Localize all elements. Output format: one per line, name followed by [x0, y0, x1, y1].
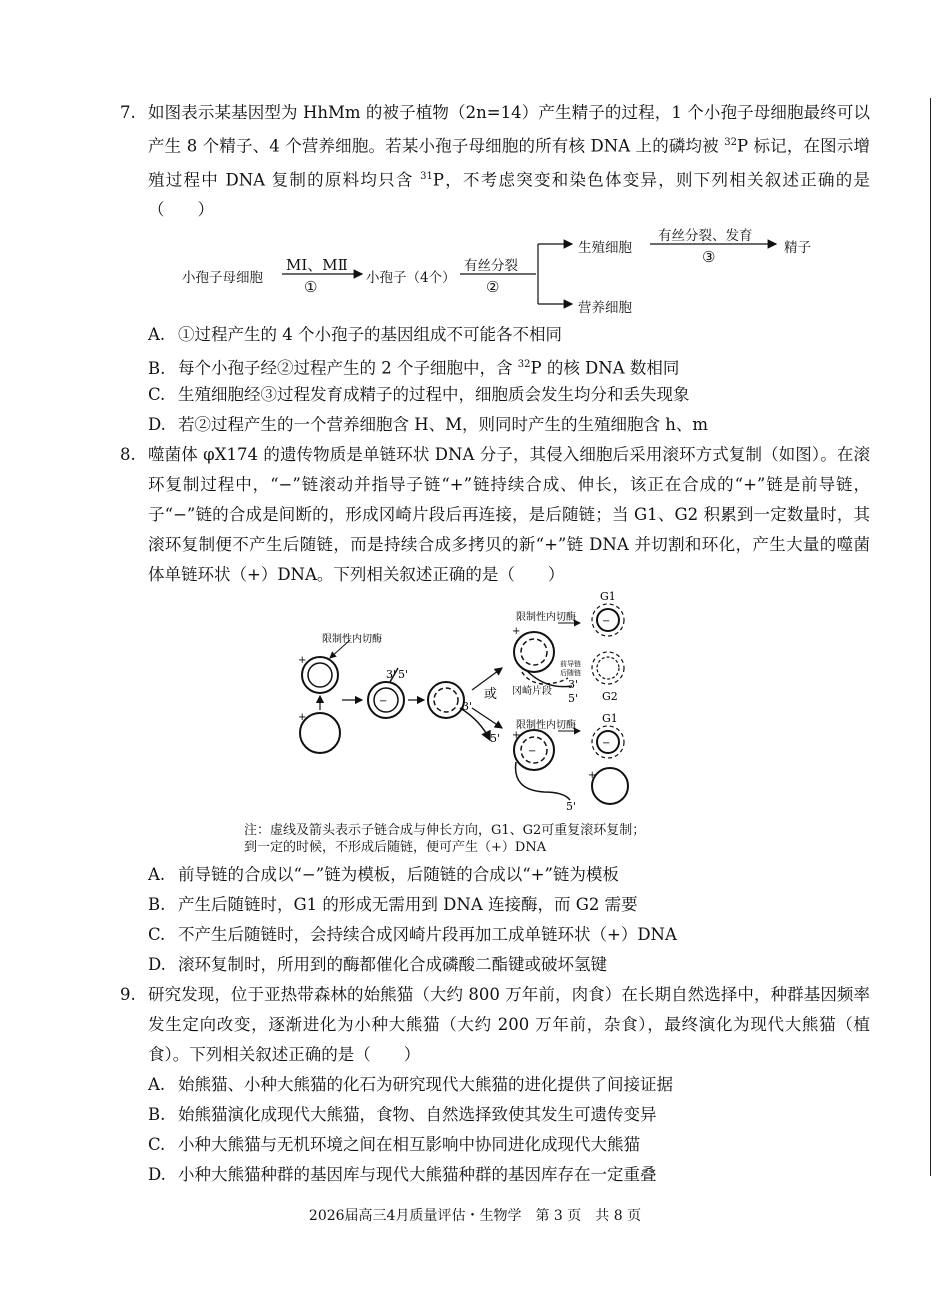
question-9: [120, 980, 870, 1070]
svg-text:+: +: [298, 655, 307, 666]
flow-branch-bottom: 营养细胞: [578, 300, 632, 316]
question-stem: 如图表示某基因型为 HhMm 的被子植物（2n=14）产生精子的过程，1 个小孢子母细胞最终可以产生 8 个精子、4 个营养细胞。若某小孢子母细胞的所有核 DNA 上的磷均被 $^{32}$P 标记，在图示增殖过程中 DNA 复制的原料均只含 $^{31}$P，不考虑突变和染色体变异，则下列相关叙述正确的是（ ）: [148, 103, 870, 219]
svg-text:后随链: 后随链: [560, 669, 581, 677]
figure-note-line-1: 注：虚线及箭头表示子链合成与伸长方向，G1、G2可重复滚环复制；: [244, 823, 646, 838]
svg-text:或: 或: [484, 687, 498, 702]
flow-step2-num: ②: [486, 278, 500, 296]
rolling-circle-figure: [290, 590, 650, 820]
q7-option-c: C. 生殖细胞经③过程发育成精子的过程中，细胞质会发生均分和丢失现象: [148, 385, 690, 404]
svg-text:+: +: [512, 730, 521, 741]
question-number: 7.: [120, 103, 136, 122]
q9-option-c: C. 小种大熊猫与无机环境之间在相互影响中协同进化成现代大熊猫: [148, 1135, 640, 1154]
flow-branch-top: 生殖细胞: [578, 240, 632, 256]
svg-text:3': 3': [386, 668, 397, 681]
svg-text:5': 5': [568, 692, 579, 705]
svg-text:G1: G1: [600, 590, 616, 603]
spore-flow-diagram: [180, 226, 820, 324]
svg-text:5': 5': [490, 732, 501, 745]
q9-option-a: A. 始熊猫、小种大熊猫的化石为研究现代大熊猫的进化提供了间接证据: [148, 1075, 673, 1094]
svg-text:前导链: 前导链: [560, 660, 581, 668]
q8-option-b: B. 产生后随链时，G1 的形成无需用到 DNA 连接酶，而 G2 需要: [148, 895, 638, 914]
svg-text:+: +: [512, 626, 521, 637]
q8-option-a: A. 前导链的合成以“−”链为模板，后随链的合成以“+”链为模板: [148, 865, 619, 884]
svg-text:限制性内切酶: 限制性内切酶: [516, 612, 576, 623]
question-7: [120, 98, 870, 225]
q9-option-b: B. 始熊猫演化成现代大熊猫，食物、自然选择致使其发生可遗传变异: [148, 1105, 657, 1124]
fig-enzyme-label-1: 限制性内切酶: [322, 634, 382, 645]
question-stem: 研究发现，位于亚热带森林的始熊猫（大约 800 万年前，肉食）在长期自然选择中，种群基因频率发生定向改变，逐渐进化为小种大熊猫（大约 200 万年前，杂食），最终演化为现代大熊猫（植食）。下列相关叙述正确的是（ ）: [148, 985, 870, 1064]
question-stem: 噬菌体 φX174 的遗传物质是单链环状 DNA 分子，其侵入细胞后采用滚环方式复制（如图）。在滚环复制过程中，“−”链滚动并指导子链“+”链持续合成、伸长，该正在合成的“+”链是前导链，子“−”链的合成是间断的，形成冈崎片段后再连接，是后随链；当 G1、G2 积累到一定数量时，其滚环复制便不产生后随链，而是持续合成多拷贝的新“+”链 DNA 并切割和环化，产生大量的噬菌体单链环状（+）DNA。下列相关叙述正确的是（ ）: [148, 445, 870, 584]
svg-text:5': 5': [398, 668, 409, 681]
flow-end: 精子: [784, 240, 811, 256]
svg-text:G1: G1: [602, 712, 618, 725]
q8-option-c: C. 不产生后随链时，会持续合成冈崎片段再加工成单链环状（+）DNA: [148, 925, 677, 944]
q8-option-d: D. 滚环复制时，所用到的酶都催化合成磷酸二酯键或破坏氢键: [148, 955, 607, 974]
flow-step3-label: 有丝分裂、发育: [658, 228, 753, 244]
flow-step2-label: 有丝分裂: [464, 258, 518, 274]
svg-text:5': 5': [566, 800, 577, 813]
question-number: 9.: [120, 985, 136, 1004]
q7-option-a: A. ①过程产生的 4 个小孢子的基因组成不可能各不相同: [148, 325, 562, 344]
svg-text:−: −: [602, 738, 611, 749]
page-footer: 2026届高三4月质量评估・生物学 第 3 页 共 8 页: [308, 1208, 642, 1224]
question-number: 8.: [120, 445, 136, 464]
q9-option-d: D. 小种大熊猫种群的基因库与现代大熊猫种群的基因库存在一定重叠: [148, 1165, 657, 1184]
q7-option-b: B. 每个小孢子经②过程产生的 2 个子细胞中，含 $^{32}$P 的核 DNA 数相同: [148, 358, 680, 378]
svg-text:+: +: [588, 770, 597, 781]
rolling-circle-svg: [290, 590, 650, 820]
svg-text:限制性内切酶: 限制性内切酶: [516, 720, 576, 731]
flow-start: 小孢子母细胞: [182, 270, 263, 286]
flow-step1-num: ①: [304, 278, 318, 296]
q7-option-d: D. 若②过程产生的一个营养细胞含 H、M，则同时产生的生殖细胞含 h、m: [148, 415, 709, 434]
svg-text:3': 3': [462, 700, 473, 713]
svg-text:−: −: [379, 696, 388, 707]
figure-note-line-2: 到一定的时候，不形成后随链，便可产生（+）DNA: [244, 840, 547, 855]
binding-margin-line: [930, 98, 931, 1176]
svg-text:−: −: [528, 746, 537, 757]
svg-text:3': 3': [568, 678, 579, 691]
flow-step1-label: MⅠ、MⅡ: [286, 256, 348, 274]
svg-text:G2: G2: [602, 690, 618, 703]
question-8: [120, 440, 870, 590]
flow-step3-num: ③: [702, 248, 716, 266]
svg-text:冈崎片段: 冈崎片段: [512, 686, 552, 697]
svg-text:+: +: [298, 712, 307, 723]
svg-text:−: −: [602, 616, 611, 627]
flow-mid: 小孢子（4个）: [366, 270, 456, 286]
